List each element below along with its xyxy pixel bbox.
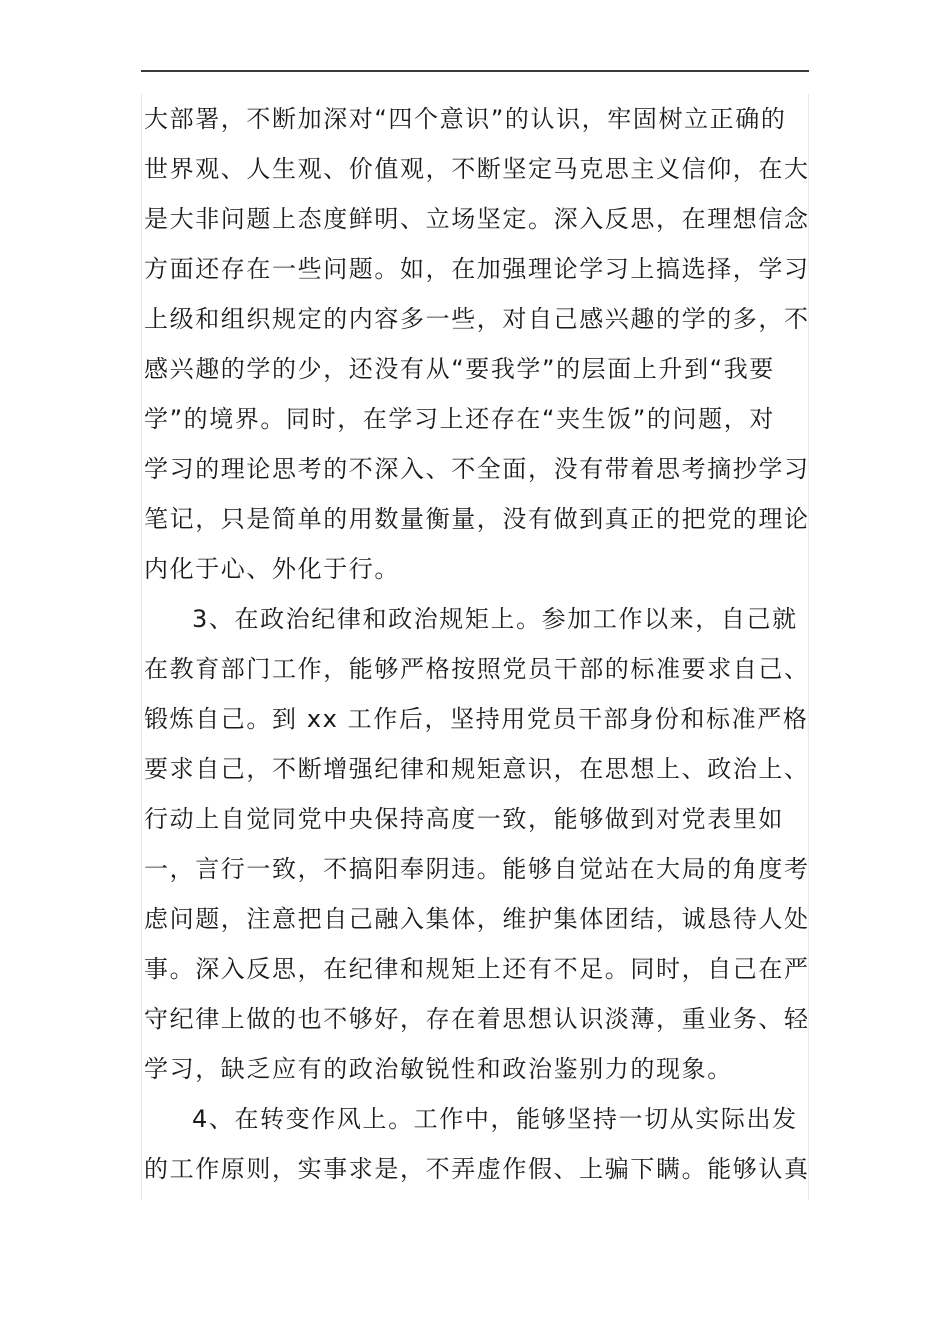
text-line: 大部署，不断加深对“四个意识”的认识，牢固树立正确的 [144, 105, 787, 133]
page-frame-left-edge [141, 94, 142, 1200]
text-line: 方面还存在一些问题。如，在加强理论学习上搞选择，学习 [144, 255, 810, 283]
text-line: 上级和组织规定的内容多一些，对自己感兴趣的学的多，不 [144, 305, 810, 333]
text-line: 内化于心、外化于行。 [144, 555, 400, 583]
text-line: 要求自己，不断增强纪律和规矩意识，在思想上、政治上、 [144, 755, 810, 783]
text-line: 事。深入反思，在纪律和规矩上还有不足。同时，自己在严 [144, 955, 810, 983]
text-line: 的工作原则，实事求是，不弄虚作假、上骗下瞒。能够认真 [144, 1155, 810, 1183]
document-body [144, 94, 814, 1194]
text-line: 学”的境界。同时，在学习上还存在“夹生饭”的问题，对 [144, 405, 775, 433]
header-rule [141, 70, 809, 72]
paragraph-start-line: 3、在政治纪律和政治规矩上。参加工作以来，自己就 [192, 605, 798, 633]
text-line: 学习的理论思考的不深入、不全面，没有带着思考摘抄学习 [144, 455, 810, 483]
text-line: 锻炼自己。到 xx 工作后，坚持用党员干部身份和标准严格 [144, 705, 809, 733]
text-line: 感兴趣的学的少，还没有从“要我学”的层面上升到“我要 [144, 355, 775, 383]
text-line: 一，言行一致，不搞阳奉阴违。能够自觉站在大局的角度考 [144, 855, 810, 883]
text-line: 学习，缺乏应有的政治敏锐性和政治鉴别力的现象。 [144, 1055, 733, 1083]
text-line: 笔记，只是简单的用数量衡量，没有做到真正的把党的理论 [144, 505, 810, 533]
text-line: 在教育部门工作，能够严格按照党员干部的标准要求自己、 [144, 655, 810, 683]
text-line: 世界观、人生观、价值观，不断坚定马克思主义信仰，在大 [144, 155, 810, 183]
text-line: 守纪律上做的也不够好，存在着思想认识淡薄，重业务、轻 [144, 1005, 810, 1033]
text-line: 行动上自觉同党中央保持高度一致，能够做到对党表里如 [144, 805, 784, 833]
paragraph-start-line: 4、在转变作风上。工作中，能够坚持一切从实际出发 [192, 1105, 798, 1133]
text-line: 虑问题，注意把自己融入集体，维护集体团结，诚恳待人处 [144, 905, 810, 933]
text-line: 是大非问题上态度鲜明、立场坚定。深入反思，在理想信念 [144, 205, 810, 233]
